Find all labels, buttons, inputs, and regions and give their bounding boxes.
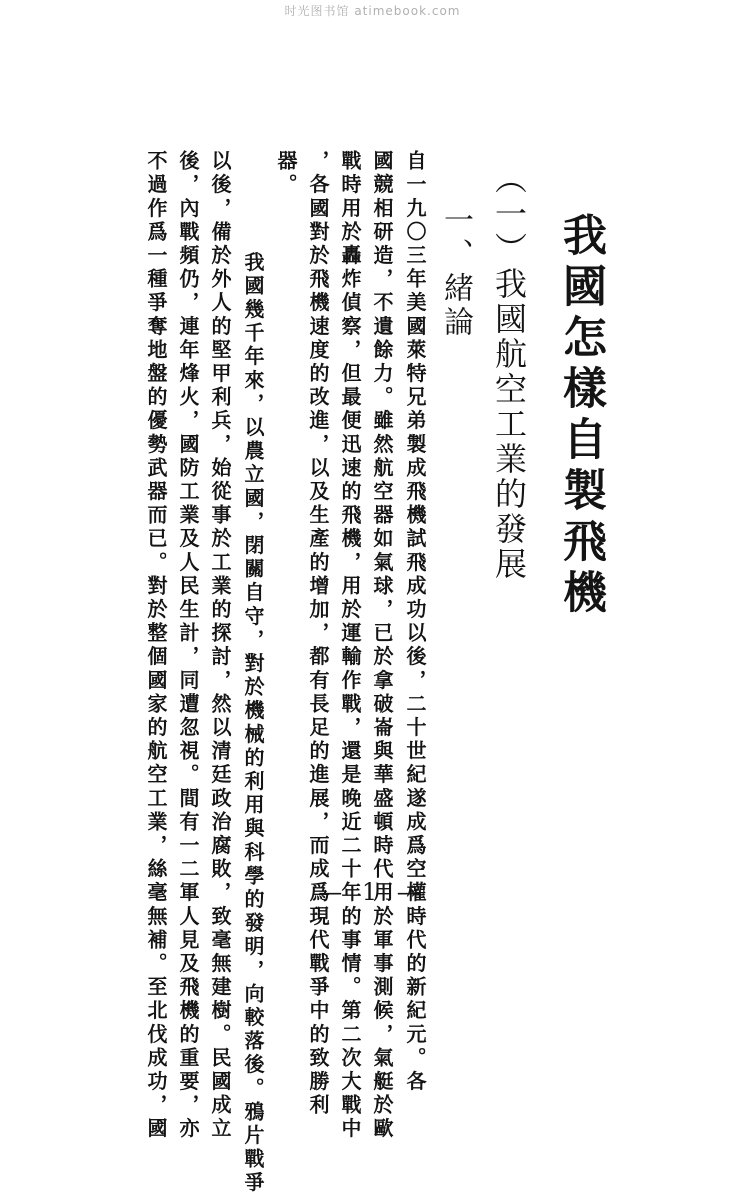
body-line: 以後，備於外人的堅甲利兵，始從事於工業的探討，然以清廷政治腐敗，致毫無建樹。民國成立 [208,150,232,1142]
page-number: — 1 — [318,878,427,906]
body-line: ，各國對於飛機速度的改進，以及生產的增加，都有長足的進展，而成爲現代戰爭中的致勝利 [306,150,330,1118]
body-line: 戰時用於轟炸偵察，但最便迅速的飛機，用於運輸作戰，還是晚近二十年的事情。第二次大戰中 [338,150,362,1142]
page-title: 我國怎樣自製飛機 [555,212,606,620]
body-line: 不過作爲一種爭奪地盤的優勢武器而已。對於整個國家的航空工業，絲毫無補。至北伐成功，國 [144,150,168,1142]
body-line: 自一九〇三年美國萊特兄弟製成飛機試飛成功以後，二十世紀遂成爲空權時代的新紀元。各 [403,150,427,1094]
body-line: 國競相研造，不遺餘力。雖然航空器如氣球，已於拿破崙與華盛頓時代用於軍事測候，氣艇於歐 [370,150,394,1142]
watermark: 时光图书馆 atimebook.com [284,4,461,18]
body-line: 後，內戰頻仍，連年烽火，國防工業及人民生計，同遭忽視。間有一二軍人見及飛機的重要，亦 [176,150,200,1142]
section-heading: 一、緒論 [438,204,473,340]
body-line: 器。 [274,150,298,198]
chapter-subtitle: （一）我國航空工業的發展 [490,162,528,582]
body-line: 我國幾千年來，以農立國，閉關自守，對於機械的利用與科學的發明，向較落後。鴉片戰爭 [241,204,265,1195]
